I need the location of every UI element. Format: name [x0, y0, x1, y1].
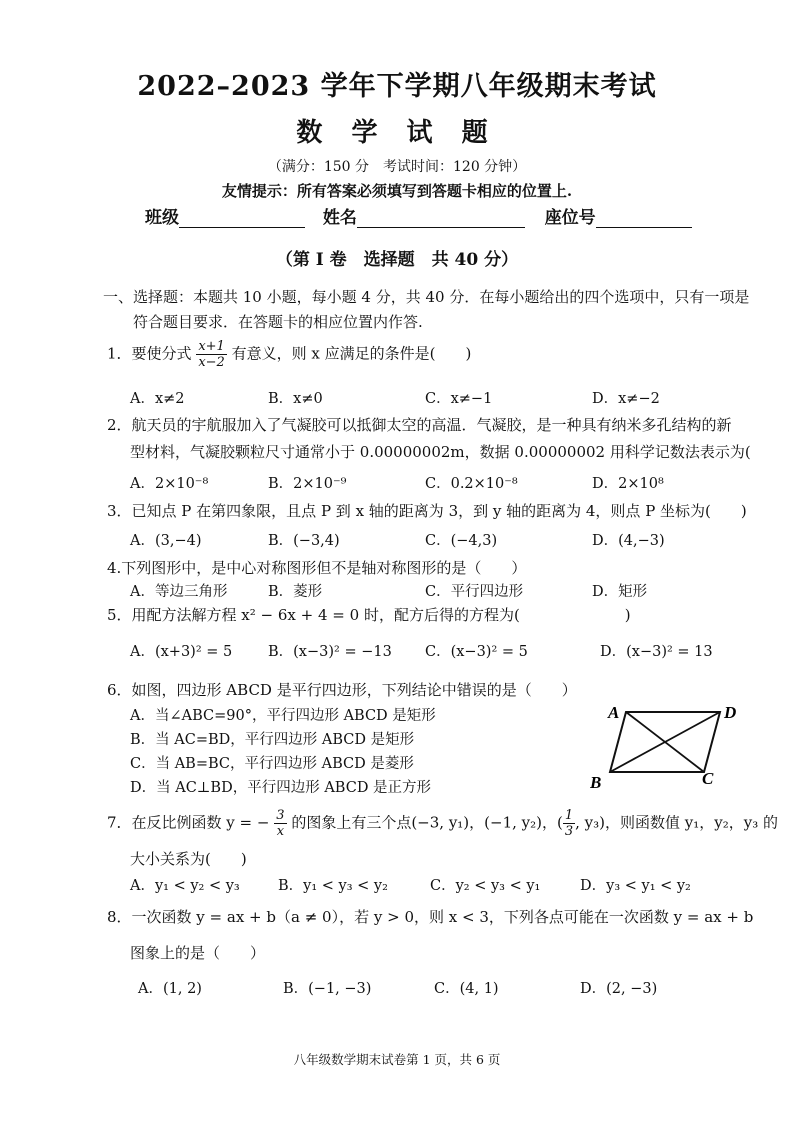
- section-heading: （第 I 卷 选择题 共 40 分）: [275, 250, 519, 270]
- question-8-line-1: 8．一次函数 y = ax + b（a ≠ 0），若 y > 0，则 x < 3，下列各点可能在一次函数 y = ax + b: [107, 908, 754, 926]
- q5-option-c: C．(x−3)² = 5: [425, 644, 528, 660]
- q3-option-a: A．(3,−4): [130, 533, 202, 549]
- q1-option-d: D．x≠−2: [592, 391, 660, 407]
- exam-title: 2022–2023 学年下学期八年级期末考试: [137, 71, 657, 102]
- q8-option-a: A．(1, 2): [138, 981, 202, 997]
- instructions-line-2: 符合题目要求．在答题卡的相应位置内作答.: [133, 313, 423, 331]
- q8-option-d: D．(2, −3): [580, 981, 658, 997]
- q7-fraction-2: $\frac{1}{3}$: [564, 808, 574, 839]
- q7-option-c: C．y₂ < y₃ < y₁: [430, 878, 541, 894]
- instructions-line-1: 一、选择题：本题共 10 小题，每小题 4 分，共 40 分．在每小题给出的四个选项中，只有一项是: [103, 288, 750, 306]
- class-blank[interactable]: [179, 209, 305, 228]
- q2-option-a: A．2×10⁻⁸: [130, 476, 209, 492]
- question-1: 1．要使分式 $\frac{x+1}{x-2}$ 有意义，则 x 应满足的条件是( ): [107, 339, 472, 370]
- page-footer: 八年级数学期末试卷第 1 页，共 6 页: [293, 1052, 501, 1067]
- q6-option-b: B．当 AC=BD，平行四边形 ABCD 是矩形: [130, 732, 415, 748]
- q2-option-d: D．2×10⁸: [592, 476, 664, 492]
- name-blank[interactable]: [357, 209, 525, 228]
- q1-option-b: B．x≠0: [268, 391, 323, 407]
- question-6: 6．如图，四边形 ABCD 是平行四边形，下列结论中错误的是（ ）: [107, 681, 577, 699]
- q4-option-c: C．平行四边形: [425, 584, 524, 600]
- seat-label: 座位号: [544, 208, 596, 228]
- q2-option-c: C．0.2×10⁻⁸: [425, 476, 518, 492]
- q4-option-b: B．菱形: [268, 584, 323, 600]
- diagonal-bd: [610, 712, 720, 772]
- q7-option-b: B．y₁ < y₃ < y₂: [278, 878, 388, 894]
- name-label: 姓名: [322, 208, 357, 228]
- q1-option-c: C．x≠−1: [425, 391, 493, 407]
- vertex-d-label: D: [724, 703, 737, 722]
- q6-option-a: A．当∠ABC=90°，平行四边形 ABCD 是矩形: [130, 708, 436, 724]
- q6-option-d: D．当 AC⊥BD，平行四边形 ABCD 是正方形: [130, 780, 432, 796]
- q3-option-d: D．(4,−3): [592, 533, 665, 549]
- question-7-line-2: 大小关系为( ): [130, 850, 247, 868]
- q4-option-d: D．矩形: [592, 584, 648, 600]
- q5-option-a: A．(x+3)² = 5: [130, 644, 233, 660]
- vertex-b-label: B: [590, 773, 602, 792]
- q7-fraction: $\frac{3}{x}$: [276, 808, 285, 839]
- q4-option-a: A．等边三角形: [130, 584, 228, 600]
- q7-option-d: D．y₃ < y₁ < y₂: [580, 878, 691, 894]
- question-5: 5．用配方法解方程 x² − 6x + 4 = 0 时，配方后得的方程为( ): [107, 606, 631, 624]
- question-2-line-1: 2．航天员的宇航服加入了气凝胶可以抵御太空的高温．气凝胶，是一种具有纳米多孔结构的新: [107, 416, 732, 434]
- question-2-line-2: 型材料，气凝胶颗粒尺寸通常小于 0.00000002m，数据 0.00000002 用科学记数法表示为(: [130, 443, 751, 461]
- q3-option-b: B．(−3,4): [268, 533, 340, 549]
- parallelogram-figure: [590, 700, 750, 800]
- q1-option-a: A．x≠2: [130, 391, 185, 407]
- q7-option-a: A．y₁ < y₂ < y₃: [130, 878, 240, 894]
- friendly-tip: 友情提示：所有答案必须填写到答题卡相应的位置上.: [221, 182, 573, 200]
- vertex-c-label: C: [702, 769, 714, 788]
- class-label: 班级: [145, 208, 179, 228]
- q2-option-b: B．2×10⁻⁹: [268, 476, 347, 492]
- q5-option-b: B．(x−3)² = −13: [268, 644, 392, 660]
- q1-fraction: $\frac{x+1}{x-2}$: [198, 339, 225, 370]
- question-3: 3．已知点 P 在第四象限，且点 P 到 x 轴的距离为 3，到 y 轴的距离为 4，则点 P 坐标为( ): [107, 502, 747, 520]
- q8-option-c: C．(4, 1): [434, 981, 499, 997]
- seat-blank[interactable]: [596, 209, 692, 228]
- subject-title: 数 学 试 题: [296, 118, 498, 148]
- q8-option-b: B．(−1, −3): [283, 981, 372, 997]
- question-7: 7．在反比例函数 y = − $\frac{3}{x}$ 的图象上有三个点(−3, y₁)，(−1, y₂)，( $\frac{1}{3}$ , y₃)，则函数值 y₁，y₂，y₃ 的: [107, 808, 779, 839]
- question-8-line-2: 图象上的是（ ）: [130, 944, 266, 962]
- question-4: 4.下列图形中，是中心对称图形但不是轴对称图形的是（ ）: [107, 559, 527, 577]
- q3-option-c: C．(−4,3): [425, 533, 498, 549]
- vertex-a-label: A: [608, 703, 620, 722]
- q5-option-d: D．(x−3)² = 13: [600, 644, 713, 660]
- q6-option-c: C．当 AB=BC，平行四边形 ABCD 是菱形: [130, 756, 414, 772]
- exam-meta: （满分：150 分 考试时间：120 分钟）: [267, 159, 527, 175]
- student-info-line: [145, 203, 692, 228]
